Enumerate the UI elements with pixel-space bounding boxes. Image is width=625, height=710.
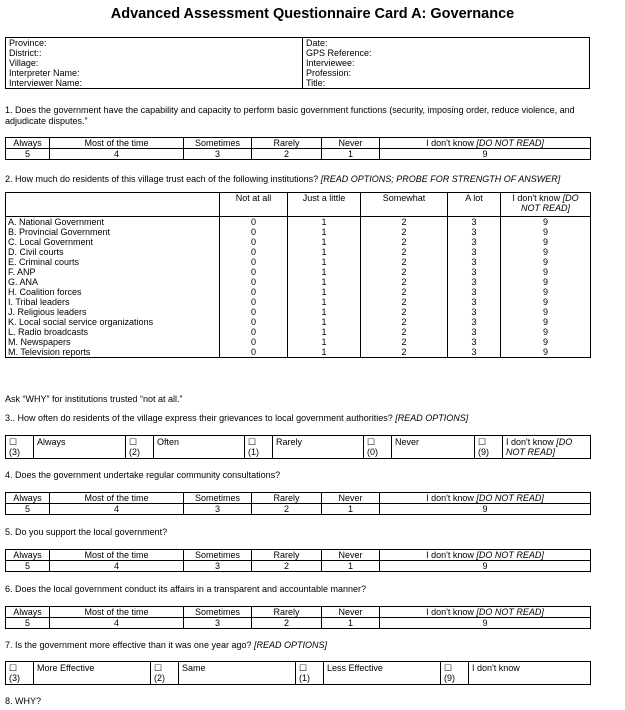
options-row (6, 436, 591, 459)
scale-label-text: Always (13, 493, 42, 503)
option-code: (9) (444, 673, 455, 683)
option-checkbox[interactable] (475, 436, 503, 459)
option-checkbox[interactable] (441, 662, 469, 685)
option-code: (2) (154, 673, 165, 683)
trust-option-value[interactable]: 3 (448, 257, 501, 267)
scale-label-1 (50, 138, 184, 149)
trust-option-value[interactable]: 3 (448, 237, 501, 247)
checkbox-icon[interactable]: ☐ (129, 437, 138, 447)
scale-label-text: Always (13, 607, 42, 617)
question-7 (5, 640, 617, 651)
info-row (6, 48, 590, 58)
checkbox-icon[interactable]: ☐ (444, 663, 453, 673)
scale-value-2[interactable]: 3 (184, 149, 252, 160)
question-3-instruction: [READ OPTIONS] (395, 413, 469, 423)
trust-option-value[interactable]: 9 (501, 247, 591, 257)
trust-option-value[interactable]: 3 (448, 327, 501, 337)
scale-label-text: Sometimes (194, 493, 240, 503)
trust-option-value[interactable]: 1 (288, 297, 361, 307)
trust-option-value[interactable]: 3 (448, 217, 501, 228)
trust-institution-name: M. Newspapers (6, 337, 220, 347)
q4-scale-table (5, 492, 591, 515)
scale-value-0[interactable]: 5 (6, 618, 50, 629)
trust-row (6, 257, 591, 267)
option-checkbox[interactable] (245, 436, 273, 459)
trust-option-value[interactable]: 3 (448, 337, 501, 347)
trust-option-value[interactable]: 9 (501, 307, 591, 317)
scale-value-0[interactable]: 5 (6, 149, 50, 160)
scale-value-0[interactable]: 5 (6, 504, 50, 515)
trust-option-value[interactable]: 0 (220, 307, 288, 317)
trust-option-value[interactable]: 9 (501, 267, 591, 277)
trust-option-value[interactable]: 2 (361, 267, 448, 277)
q6-scale-table (5, 606, 591, 629)
trust-option-value[interactable]: 1 (288, 257, 361, 267)
trust-option-value[interactable]: 2 (361, 217, 448, 228)
trust-option-value[interactable]: 2 (361, 287, 448, 297)
scale-label-text: Sometimes (194, 550, 240, 560)
trust-option-value[interactable]: 0 (220, 327, 288, 337)
trust-option-value[interactable]: 2 (361, 347, 448, 358)
trust-option-value[interactable]: 2 (361, 277, 448, 287)
scale-label-3 (252, 138, 322, 149)
scale-value-5[interactable]: 9 (380, 618, 591, 629)
trust-institution-name: G. ANA (6, 277, 220, 287)
page-title: Advanced Assessment Questionnaire Card A: Governance (110, 6, 515, 22)
trust-option-value[interactable]: 0 (220, 257, 288, 267)
trust-option-value[interactable]: 1 (288, 327, 361, 337)
trust-row (6, 217, 591, 228)
option-label (469, 662, 591, 685)
scale-label-2 (184, 138, 252, 149)
scale-label-text: Most of the time (84, 493, 149, 503)
option-dnr: [DO NOT READ] (506, 437, 573, 457)
option-code: (9) (478, 447, 489, 457)
info-field-left: Interpreter Name: (6, 68, 303, 78)
trust-header-a-lot: A lot (448, 193, 501, 217)
trust-row (6, 237, 591, 247)
trust-option-value[interactable]: 3 (448, 277, 501, 287)
scale-value-1[interactable]: 4 (50, 561, 184, 572)
scale-dnr: [DO NOT READ] (476, 493, 544, 503)
option-label (503, 436, 591, 459)
trust-header-dnr: [DO NOT READ] (520, 193, 579, 213)
trust-option-value[interactable]: 2 (361, 257, 448, 267)
trust-option-value[interactable]: 9 (501, 277, 591, 287)
scale-label-2 (184, 607, 252, 618)
option-label-text: Less Effective (327, 663, 383, 673)
trust-option-value[interactable]: 1 (288, 337, 361, 347)
trust-option-value[interactable]: 9 (501, 327, 591, 337)
trust-institution-name: M. Television reports (6, 347, 220, 358)
trust-option-value[interactable]: 2 (361, 247, 448, 257)
trust-option-value[interactable]: 1 (288, 307, 361, 317)
scale-label-5 (380, 493, 591, 504)
trust-header-somewhat: Somewhat (361, 193, 448, 217)
scale-label-text: I don't know (426, 607, 474, 617)
scale-value-1[interactable]: 4 (50, 618, 184, 629)
trust-option-value[interactable]: 9 (501, 257, 591, 267)
question-6: 6. Does the local government conduct its affairs in a transparent and accountable manner? (5, 584, 367, 594)
trust-option-value[interactable]: 0 (220, 347, 288, 358)
checkbox-icon[interactable]: ☐ (248, 437, 257, 447)
scale-value-2[interactable]: 3 (184, 504, 252, 515)
scale-value-row (6, 561, 591, 572)
scale-label-text: Rarely (273, 493, 300, 503)
scale-value-3[interactable]: 2 (252, 561, 322, 572)
scale-value-5[interactable]: 9 (380, 561, 591, 572)
scale-label-0 (6, 138, 50, 149)
trust-row (6, 307, 591, 317)
trust-option-value[interactable]: 0 (220, 297, 288, 307)
scale-dnr: [DO NOT READ] (476, 607, 544, 617)
trust-option-value[interactable]: 3 (448, 287, 501, 297)
option-label-text: Never (395, 437, 420, 447)
trust-option-value[interactable]: 3 (448, 317, 501, 327)
scale-label-text: Never (338, 550, 363, 560)
scale-label-text: I don't know (426, 493, 474, 503)
option-checkbox[interactable] (364, 436, 392, 459)
question-5: 5. Do you support the local government? (5, 527, 168, 537)
scale-value-5[interactable]: 9 (380, 149, 591, 160)
scale-value-1[interactable]: 4 (50, 504, 184, 515)
trust-option-value[interactable]: 0 (220, 277, 288, 287)
option-checkbox[interactable] (126, 436, 154, 459)
question-8: 8. WHY? (5, 696, 42, 706)
scale-label-4 (322, 607, 380, 618)
trust-option-value[interactable]: 2 (361, 317, 448, 327)
checkbox-icon[interactable]: ☐ (299, 663, 308, 673)
scale-label-4 (322, 493, 380, 504)
trust-option-value[interactable]: 1 (288, 227, 361, 237)
info-field-left: Province: (6, 38, 303, 49)
trust-institution-name: L. Radio broadcasts (6, 327, 220, 337)
q7-options-table (5, 661, 591, 685)
question-2-instruction: [READ OPTIONS; PROBE FOR STRENGTH OF ANSWER] (320, 174, 561, 184)
option-label-text: More Effective (37, 663, 95, 673)
scale-label-3 (252, 607, 322, 618)
checkbox-icon[interactable]: ☐ (154, 663, 163, 673)
trust-option-value[interactable]: 3 (448, 347, 501, 358)
trust-option-value[interactable]: 2 (361, 297, 448, 307)
scale-label-row (6, 550, 591, 561)
trust-option-value[interactable]: 3 (448, 297, 501, 307)
scale-label-5 (380, 607, 591, 618)
scale-label-text: Most of the time (84, 607, 149, 617)
question-1: 1. Does the government have the capability and capacity to perform basic government functions (security, imposing order, reduce violence, and adjudicate disputes.” (5, 105, 575, 126)
trust-institution-name: E. Criminal courts (6, 257, 220, 267)
option-code: (1) (299, 673, 310, 683)
scale-label-text: Most of the time (84, 550, 149, 560)
respondent-info-table (5, 37, 590, 89)
trust-option-value[interactable]: 9 (501, 347, 591, 358)
info-field-left: District:: (6, 48, 303, 58)
trust-option-value[interactable]: 2 (361, 237, 448, 247)
q3-options-table (5, 435, 591, 459)
scale-label-3 (252, 493, 322, 504)
trust-option-value[interactable]: 2 (361, 337, 448, 347)
option-label (34, 436, 126, 459)
info-field-right: GPS Reference: (303, 48, 590, 58)
scale-label-text: Rarely (273, 607, 300, 617)
scale-label-4 (322, 138, 380, 149)
trust-header-institution (6, 193, 220, 217)
scale-value-3[interactable]: 2 (252, 618, 322, 629)
option-label (324, 662, 441, 685)
scale-value-5[interactable]: 9 (380, 504, 591, 515)
trust-option-value[interactable]: 9 (501, 317, 591, 327)
scale-label-2 (184, 493, 252, 504)
option-code: (3) (9, 673, 20, 683)
scale-label-text: I don't know (426, 138, 474, 148)
option-label (273, 436, 364, 459)
scale-label-text: Always (13, 550, 42, 560)
scale-value-4[interactable]: 1 (322, 504, 380, 515)
scale-label-0 (6, 607, 50, 618)
trust-option-value[interactable]: 2 (361, 307, 448, 317)
question-4: 4. Does the government undertake regular community consultations? (5, 470, 281, 480)
trust-header-dont-know-label: I don't know (512, 193, 561, 203)
question-3 (5, 413, 617, 424)
trust-header-dont-know (501, 193, 591, 217)
trust-option-value[interactable]: 9 (501, 337, 591, 347)
info-row (6, 68, 590, 78)
option-checkbox[interactable] (296, 662, 324, 685)
scale-label-5 (380, 550, 591, 561)
option-label-text: Same (182, 663, 206, 673)
trust-option-value[interactable]: 0 (220, 267, 288, 277)
option-code: (2) (129, 447, 140, 457)
option-label-text: I don't know (472, 663, 520, 673)
options-row (6, 662, 591, 685)
trust-institution-name: A. National Government (6, 217, 220, 228)
scale-value-4[interactable]: 1 (322, 149, 380, 160)
trust-option-value[interactable]: 0 (220, 337, 288, 347)
scale-value-3[interactable]: 2 (252, 504, 322, 515)
scale-value-0[interactable]: 5 (6, 561, 50, 572)
trust-option-value[interactable]: 3 (448, 247, 501, 257)
scale-label-0 (6, 550, 50, 561)
option-label-text: Rarely (276, 437, 303, 447)
question-2 (5, 174, 617, 185)
scale-label-text: Rarely (273, 550, 300, 560)
trust-row (6, 337, 591, 347)
option-checkbox[interactable] (6, 662, 34, 685)
info-row (6, 58, 590, 68)
trust-institution-name: H. Coalition forces (6, 287, 220, 297)
trust-option-value[interactable]: 0 (220, 317, 288, 327)
scale-value-2[interactable]: 3 (184, 561, 252, 572)
option-label-text: Always (37, 437, 66, 447)
trust-option-value[interactable]: 9 (501, 237, 591, 247)
trust-row (6, 277, 591, 287)
scale-value-row (6, 149, 591, 160)
scale-label-text: Always (13, 138, 42, 148)
trust-header-not-at-all: Not at all (220, 193, 288, 217)
scale-dnr: [DO NOT READ] (476, 550, 544, 560)
trust-row (6, 297, 591, 307)
trust-option-value[interactable]: 1 (288, 277, 361, 287)
trust-option-value[interactable]: 0 (220, 227, 288, 237)
scale-label-1 (50, 607, 184, 618)
scale-value-1[interactable]: 4 (50, 149, 184, 160)
option-code: (1) (248, 447, 259, 457)
trust-institution-name: K. Local social service organizations (6, 317, 220, 327)
question-7-instruction: [READ OPTIONS] (254, 640, 328, 650)
question-2-note: Ask “WHY” for institutions trusted “not at all.” (5, 394, 183, 404)
trust-option-value[interactable]: 1 (288, 247, 361, 257)
scale-label-text: Never (338, 607, 363, 617)
trust-option-value[interactable]: 0 (220, 217, 288, 228)
trust-option-value[interactable]: 1 (288, 287, 361, 297)
option-checkbox[interactable] (151, 662, 179, 685)
scale-label-text: I don't know (426, 550, 474, 560)
scale-label-text: Sometimes (194, 138, 240, 148)
scale-value-3[interactable]: 2 (252, 149, 322, 160)
trust-option-value[interactable]: 1 (288, 347, 361, 358)
trust-option-value[interactable]: 9 (501, 227, 591, 237)
info-row (6, 78, 590, 89)
trust-institution-name: C. Local Government (6, 237, 220, 247)
question-2-text: 2. How much do residents of this village trust each of the following institutions? (5, 174, 319, 184)
option-label-text: I don't know (506, 437, 554, 447)
trust-institution-name: F. ANP (6, 267, 220, 277)
trust-option-value[interactable]: 1 (288, 267, 361, 277)
trust-option-value[interactable]: 3 (448, 227, 501, 237)
q1-scale-table (5, 137, 591, 160)
option-code: (0) (367, 447, 378, 457)
scale-label-0 (6, 493, 50, 504)
trust-option-value[interactable]: 1 (288, 217, 361, 228)
option-label (34, 662, 151, 685)
scale-label-text: Never (338, 493, 363, 503)
trust-option-value[interactable]: 9 (501, 297, 591, 307)
scale-label-text: Most of the time (84, 138, 149, 148)
option-code: (3) (9, 447, 20, 457)
scale-label-row (6, 493, 591, 504)
trust-option-value[interactable]: 9 (501, 287, 591, 297)
trust-row (6, 287, 591, 297)
checkbox-icon[interactable]: ☐ (478, 437, 487, 447)
option-label-text: Often (157, 437, 180, 447)
checkbox-icon[interactable]: ☐ (9, 663, 18, 673)
info-field-right: Title: (303, 78, 590, 89)
scale-label-1 (50, 550, 184, 561)
scale-label-text: Sometimes (194, 607, 240, 617)
q5-scale-table (5, 549, 591, 572)
trust-option-value[interactable]: 9 (501, 217, 591, 228)
info-field-right: Profession: (303, 68, 590, 78)
trust-option-value[interactable]: 0 (220, 247, 288, 257)
info-row (6, 38, 590, 49)
trust-institution-name: J. Religious leaders (6, 307, 220, 317)
scale-label-4 (322, 550, 380, 561)
scale-label-text: Rarely (273, 138, 300, 148)
info-field-left: Interviewer Name: (6, 78, 303, 89)
question-7-text: 7. Is the government more effective than it was one year ago? (5, 640, 252, 650)
trust-institution-name: B. Provincial Government (6, 227, 220, 237)
trust-option-value[interactable]: 3 (448, 307, 501, 317)
trust-row (6, 267, 591, 277)
scale-dnr: [DO NOT READ] (476, 138, 544, 148)
trust-option-value[interactable]: 1 (288, 317, 361, 327)
scale-value-4[interactable]: 1 (322, 618, 380, 629)
trust-option-value[interactable]: 3 (448, 267, 501, 277)
option-label (154, 436, 245, 459)
trust-option-value[interactable]: 0 (220, 237, 288, 247)
checkbox-icon[interactable]: ☐ (9, 437, 18, 447)
scale-label-row (6, 138, 591, 149)
trust-option-value[interactable]: 2 (361, 327, 448, 337)
option-label (392, 436, 475, 459)
trust-header-just-a-little: Just a little (288, 193, 361, 217)
info-field-right: Interviewee: (303, 58, 590, 68)
trust-option-value[interactable]: 1 (288, 237, 361, 247)
scale-value-4[interactable]: 1 (322, 561, 380, 572)
scale-label-2 (184, 550, 252, 561)
info-field-left: Village: (6, 58, 303, 68)
scale-value-row (6, 504, 591, 515)
scale-value-2[interactable]: 3 (184, 618, 252, 629)
trust-institution-name: D. Civil courts (6, 247, 220, 257)
scale-value-row (6, 618, 591, 629)
info-field-right: Date: (303, 38, 590, 49)
trust-institution-name: I. Tribal leaders (6, 297, 220, 307)
scale-label-row (6, 607, 591, 618)
trust-row (6, 347, 591, 358)
trust-option-value[interactable]: 0 (220, 287, 288, 297)
trust-row (6, 227, 591, 237)
trust-row (6, 247, 591, 257)
question-3-text: 3.. How often do residents of the village express their grievances to local government authorities? (5, 413, 393, 423)
trust-option-value[interactable]: 2 (361, 227, 448, 237)
option-checkbox[interactable] (6, 436, 34, 459)
trust-row (6, 327, 591, 337)
scale-label-3 (252, 550, 322, 561)
scale-label-1 (50, 493, 184, 504)
checkbox-icon[interactable]: ☐ (367, 437, 376, 447)
trust-row (6, 317, 591, 327)
option-label (179, 662, 296, 685)
scale-label-5 (380, 138, 591, 149)
scale-label-text: Never (338, 138, 363, 148)
trust-institutions-table (5, 192, 591, 358)
